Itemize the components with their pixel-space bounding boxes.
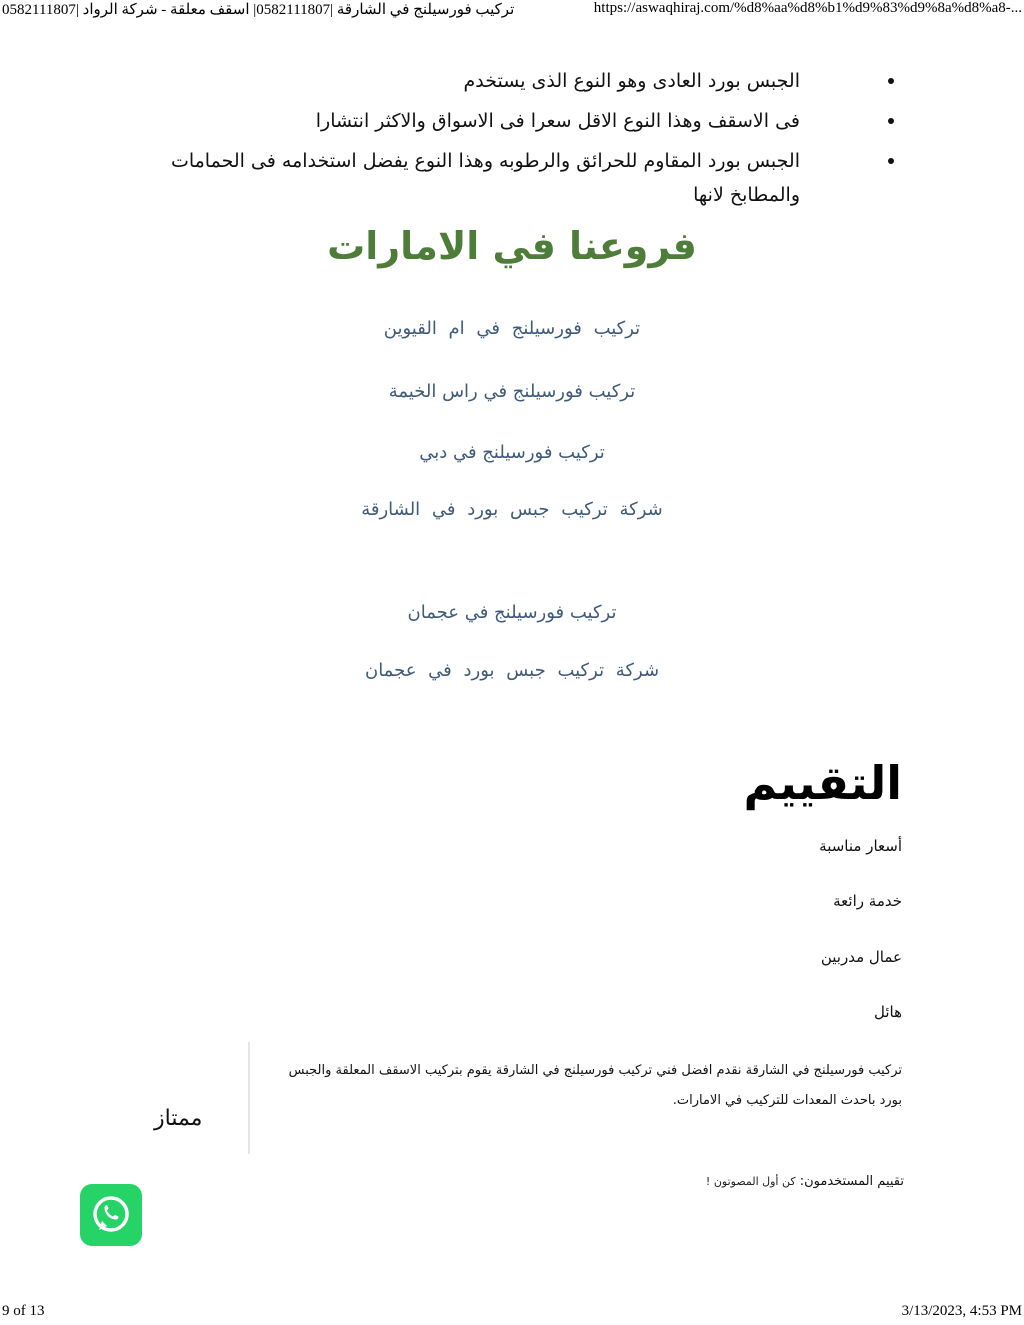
page-number: 9 of 13 [2,1303,45,1319]
user-rating [706,1174,904,1189]
rating-heading: التقييم [743,756,902,810]
whatsapp-button[interactable] [80,1184,142,1246]
gypsum-types-list [160,64,900,206]
branch-link-sharjah-gypsum[interactable]: شركة تركيب جبس بورد في الشارقة [361,499,663,520]
bullet-icon [888,78,894,84]
page-title: تركيب فورسيلنج في الشارقة |0582111807| اسقف معلقة - شركة الرواد |0582111807 [2,2,515,18]
rating-item-prices: أسعار مناسبة [819,837,902,855]
user-rating-label: تقييم المستخدمون: [799,1174,904,1189]
rating-verdict: ممتاز [154,1106,203,1131]
list-item [160,144,900,206]
rating-item-service: خدمة رائعة [833,892,902,910]
branch-link-dubai[interactable]: تركيب فورسيلنج في دبي [419,442,605,463]
list-item [160,64,900,104]
branch-link-ajman-gypsum[interactable]: شركة تركيب جبس بورد في عجمان [364,660,660,681]
bullet-icon [888,158,894,164]
list-item [160,104,900,144]
branches-heading: فروعنا في الامارات [327,224,697,268]
rating-item-awesome: هائل [873,1003,902,1021]
page-url: https://aswaqhiraj.com/%d8%aa%d8%b1%d9%83%d9%8a%d8%a8-... [593,0,1022,16]
review-summary [248,1042,904,1154]
list-item-text: الجبس بورد العادى وهو النوع الذى يستخدم [463,70,800,92]
branch-link-ras-al-khaimah[interactable]: تركيب فورسيلنج في راس الخيمة [388,381,636,402]
user-rating-vote-link[interactable]: كن أول المصوتون ! [705,1175,796,1188]
list-item-text: الجبس بورد المقاوم للحرائق والرطوبه وهذا النوع يفضل استخدامه فى الحمامات والمطابخ لانها [170,150,800,206]
whatsapp-icon [88,1192,134,1238]
rating-item-workers: عمال مدربين [820,948,902,966]
branch-link-ajman[interactable]: تركيب فورسيلنج في عجمان [407,602,617,623]
print-header [0,0,1024,22]
print-footer [0,1303,1024,1325]
branch-link-umm-al-quwain[interactable]: تركيب فورسيلنج في ام القيوين [383,318,641,339]
print-datetime: 3/13/2023, 4:53 PM [901,1303,1022,1319]
bullet-icon [888,118,894,124]
list-item-text: فى الاسقف وهذا النوع الاقل سعرا فى الاسواق والاكثر انتشارا [315,110,800,132]
review-text: تركيب فورسيلنج في الشارقة نقدم افضل فني تركيب فورسيلنج في الشارقة يقوم بتركيب الاسقف المعلقة والجبس بورد باحدث المعدات للتركيب في الامارات. [288,1063,902,1108]
